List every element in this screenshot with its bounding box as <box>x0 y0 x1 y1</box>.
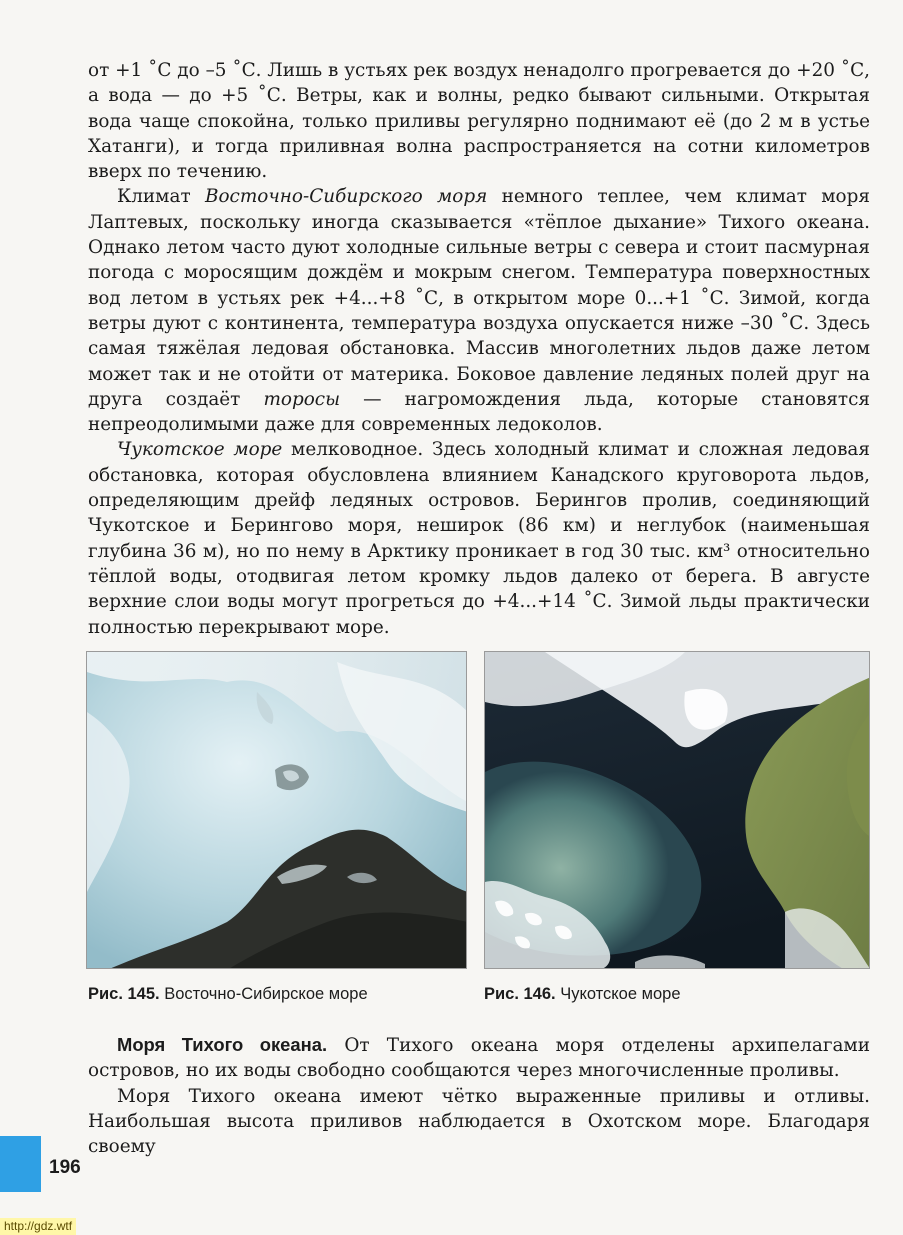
text-run: От Тихого океана моря отделены архипелагами островов, но их воды свободно сообщаются через многочисленные проливы. <box>88 1035 870 1082</box>
figure-caption-145 <box>88 985 368 1004</box>
text-run: мелководное. Здесь холодный климат и сложная ледовая обстановка, которая обусловлена влиянием Канадского круговорота льдов, определяющим дрейф ледяных островов. Берингов пролив, соединяющий Чукотское и Берингово моря, неширок (86 км) и неглубок (наименьшая глубина 36 м), но по нему в Арктику проникает в год 30 тыс. км³ относительно тёплой воды, отодвигая летом кромку льдов далеко от берега. В августе верхние слои воды могут прогреться до +4...+14 ˚С. Зимой льды практически полностью перекрывают море. <box>88 439 871 638</box>
text-run: немного теплее, чем климат моря Лаптевых, поскольку иногда сказывается «тёплое дыхание» Тихого океана. Однако летом часто дуют холодные сильные ветры с севера и стоит пасмурная погода с моросящим дождём и мокрым снегом. Температура поверхностных вод летом в устьях рек +4...+8 ˚С, в открытом море 0...+1 ˚С. Зимой, когда ветры дуют с континента, температура воздуха опускается ниже –30 ˚С. Здесь самая тяжёлая ледовая обстановка. Массив многолетних льдов даже летом может так и не отойти от материка. Боковое давление ледяных полей друг на друга создаёт <box>88 186 870 410</box>
term-torosy: торосы <box>263 388 341 410</box>
term-chukchi-sea: Чукотское море <box>117 439 283 461</box>
satellite-photo-chukchi-sea <box>484 651 870 969</box>
chukchi-sea-illustration <box>485 652 870 969</box>
main-text-top <box>88 58 870 640</box>
paragraph-pacific-tides: Моря Тихого океана имеют чётко выраженные приливы и отливы. Наибольшая высота приливов наблюдается в Охотском море. Благодаря своему <box>88 1085 870 1158</box>
paragraph-east-siberian-sea <box>88 184 870 437</box>
term-east-siberian-sea: Восточно-Сибирского моря <box>204 186 488 208</box>
satellite-photo-east-siberian-sea <box>86 651 467 969</box>
page-edge-tab <box>0 1136 41 1192</box>
watermark-link[interactable]: http://gdz.wtf <box>0 1218 76 1235</box>
main-text-bottom <box>88 1032 870 1159</box>
paragraph-laptev-continued: от +1 ˚С до –5 ˚С. Лишь в устьях рек воздух ненадолго прогревается до +20 ˚С, а вода — до +5 ˚С. Ветры, как и волны, редко бывают сильными. Открытая вода чаще спокойна, только приливы регулярно поднимают её (до 2 м в устье Хатанги), и тогда приливная волна распространяется на сотни километров вверх по течению. <box>88 60 870 183</box>
page-number: 196 <box>49 1157 81 1178</box>
figure-title: Чукотское море <box>555 985 681 1003</box>
section-heading: Моря Тихого океана. <box>117 1034 328 1055</box>
figure-caption-146 <box>484 985 681 1004</box>
paragraph-chukchi-sea <box>88 437 870 639</box>
ice-sea-illustration <box>87 652 467 969</box>
figure-number: Рис. 145. <box>88 985 160 1003</box>
text-run: — нагромождения льда, которые становятся непреодолимыми даже для современных ледоколов. <box>88 388 870 436</box>
figure-number: Рис. 146. <box>484 985 556 1003</box>
figure-title: Восточно-Сибирское море <box>159 985 368 1003</box>
text-run: Климат <box>117 186 205 208</box>
paragraph-pacific-seas <box>88 1032 870 1084</box>
